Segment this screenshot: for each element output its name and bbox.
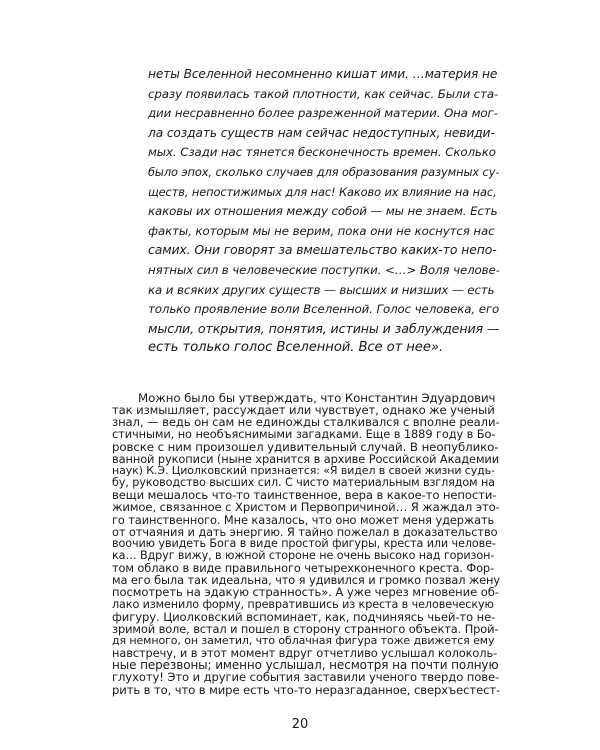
body-line: фигуру. Циолковский вспоминает, как, подчиняясь чьей-то не- bbox=[112, 609, 496, 624]
body-line: жимое, связанное с Христом и Первопричиной… Я жаждал это- bbox=[112, 500, 500, 515]
body-line: вещи мешалось что-то таинственное, вера в какое-то непости- bbox=[112, 488, 497, 503]
paragraph-first-line: Можно было бы утверждать, что Константин Эдуардович bbox=[138, 391, 496, 405]
body-line: лако изменило форму, превратившись из креста в человеческую bbox=[112, 597, 494, 611]
body-line: стичными, но необъяснимыми загадками. Еще в 1889 году в Бо- bbox=[112, 427, 496, 442]
quote-line: сразу появилась такой плотности, как сейчас. Были ста- bbox=[148, 86, 499, 101]
body-line: знал, — ведь он сам не единожды сталкивался с вполне реали- bbox=[112, 415, 500, 430]
quote-line: ка и всяких других существ — высших и низших — есть bbox=[148, 282, 495, 297]
quote-line: нятных сил в человеческие поступки. <…> Воля челове- bbox=[148, 263, 500, 277]
page-number: 20 bbox=[291, 717, 309, 732]
quote-line: ществ, непостижимых для нас! Каково их влияние на нас, bbox=[148, 184, 497, 199]
body-line: наук) К.Э. Циолковский признается: «Я видел в своей жизни судь- bbox=[112, 463, 495, 477]
quote-line: мых. Сзади нас тянется бесконечность времен. Сколько bbox=[148, 145, 496, 160]
body-line: воочию увидеть Бога в виде простой фигуры, креста или челове- bbox=[112, 536, 496, 550]
body-line: го таинственного. Мне казалось, что оно может меня удержать bbox=[112, 512, 495, 527]
body-line: так измышляет, рассуждает или чувствует, однако же ученый bbox=[112, 403, 495, 418]
body-line: глухоту! Это и другие события заставили ученого твердо пове- bbox=[112, 670, 500, 685]
quote-line: мысли, открытия, понятия, истины и заблуждения — bbox=[148, 320, 500, 336]
quote-line: ла создать существ нам сейчас недоступных, невиди- bbox=[148, 125, 495, 140]
body-line: ма его была так идеальна, что я удивился и громко позвал жену bbox=[112, 573, 500, 588]
quote-line: неты Вселенной несомненно кишат ими. …материя не bbox=[148, 67, 498, 81]
body-line: зримой воле, встал и пошел в сторону странного объекта. Прой- bbox=[112, 621, 499, 636]
body-line: ровске с ним произошел удивительный случай. В неопублико- bbox=[112, 439, 499, 454]
body-line: ка… Вдруг вижу, в южной стороне не очень высоко над горизон- bbox=[112, 548, 495, 562]
quote-line: было эпох, сколько случаев для образования разумных су- bbox=[148, 165, 500, 179]
body-line: посмотреть на эдакую странность». А уже через мгновение об- bbox=[112, 585, 499, 600]
body-line: рить в то, что в мире есть что-то неразгаданное, сверхъестест- bbox=[112, 682, 501, 697]
quote-line: факты, которым мы не верим, пока они не коснутся нас bbox=[148, 223, 495, 238]
body-line: дя немного, он заметил, что облачная фигура тоже движется ему bbox=[112, 634, 495, 647]
quote-line: дии несравненно более разреженной материи. Она мог- bbox=[148, 106, 498, 121]
body-line: от отчаяния и дать энергию. Я тайно пожелал в доказательство bbox=[112, 524, 498, 539]
quote-line: каковы их отношения между собой — мы не знаем. Есть bbox=[148, 204, 498, 219]
quote-line: только проявление воли Вселенной. Голос человека, его bbox=[148, 302, 500, 317]
quote-line: есть только голос Вселенной. Все от нее». bbox=[148, 340, 443, 356]
body-line: бу, руководство высших сил. С чисто материальным взглядом на bbox=[112, 476, 495, 490]
body-line: ванной рукописи (ныне хранится в архиве Российской Академии bbox=[112, 451, 500, 466]
body-line: навстречу, и в этот момент вдруг отчетливо услышал колоколь- bbox=[112, 646, 498, 661]
body-line: том облако в виде правильного четырехконечного креста. Фор- bbox=[112, 561, 495, 576]
body-line: ные перезвоны; именно услышал, несмотря на почти полную bbox=[112, 658, 499, 673]
quote-line: самих. Они говорят за вмешательство каких-то непо- bbox=[148, 242, 497, 258]
